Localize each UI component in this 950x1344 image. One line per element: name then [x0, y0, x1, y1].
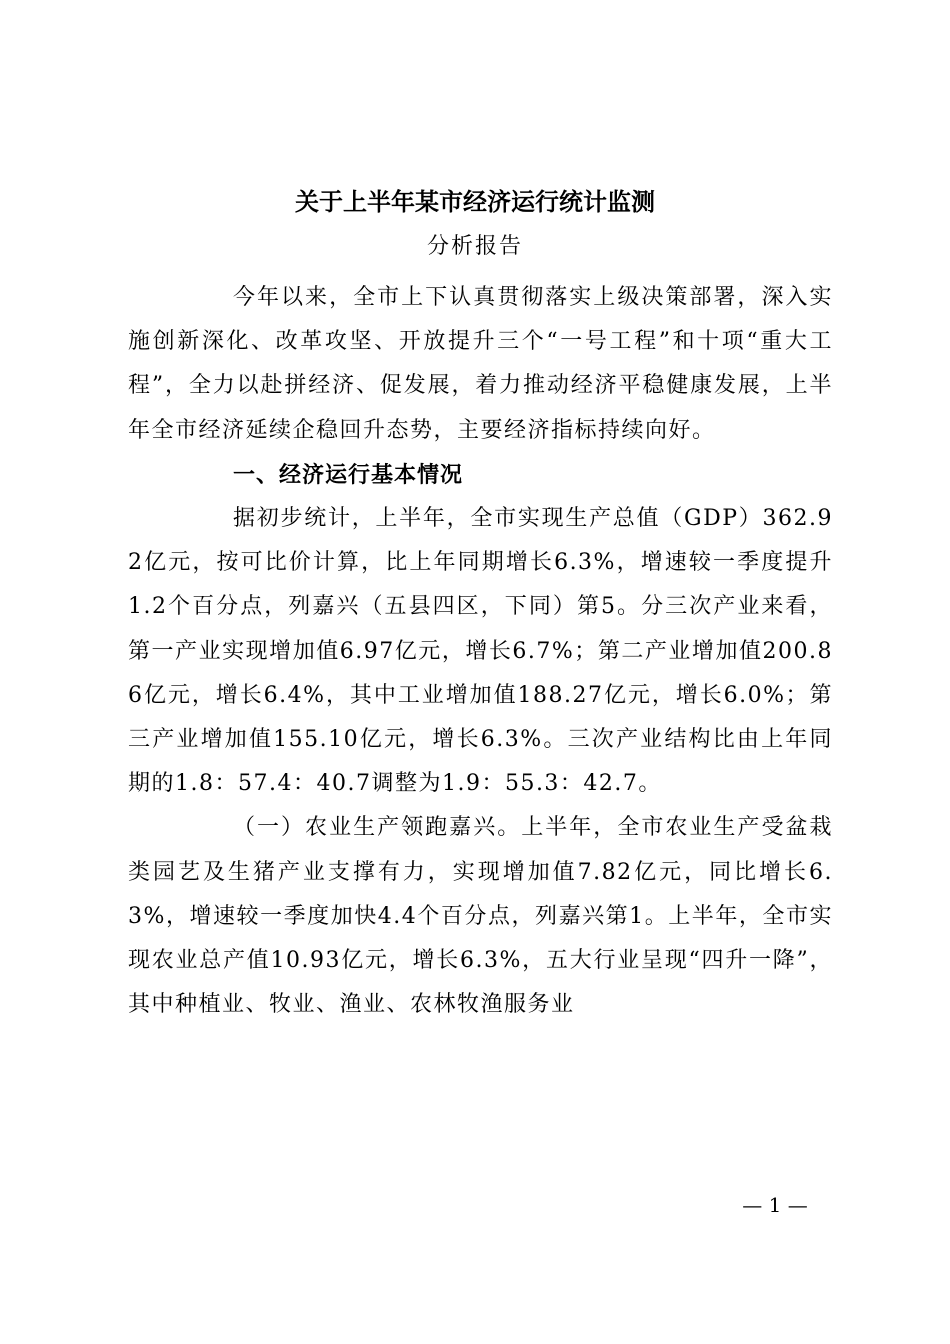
page-number: — 1 —: [742, 1193, 808, 1217]
document-title: 关于上半年某市经济运行统计监测: [295, 187, 655, 216]
document-body: [128, 276, 833, 1027]
subsection-body: 上半年，全市农业生产受盆栽类园艺及生猪产业支撑有力，实现增加值7.82亿元，同比增长6.3%，增速较一季度加快4.4个百分点，列嘉兴第1。上半年，全市实现农业总产值10.93亿元，增长6.3%，五大行业呈现“四升一降”，其中种植业、牧业、渔业、农林牧渔服务业: [128, 815, 833, 1018]
section-heading: 一、经济运行基本情况: [233, 461, 464, 488]
document-subtitle: 分析报告: [426, 234, 523, 259]
section-paragraph: 据初步统计，上半年，全市实现生产总值（GDP）362.92亿元，按可比价计算，比上年同期增长6.3%，增速较一季度提升1.2个百分点，列嘉兴（五县四区，下同）第5。分三次产业来看，第一产业实现增加值6.97亿元，增长6.7%；第二产业增加值200.86亿元，增长6.4%，其中工业增加值188.27亿元，增长6.0%；第三产业增加值155.10亿元，增长6.3%。三次产业结构比由上年同期的1.8：57.4：40.7调整为1.9：55.3：42.7。: [128, 506, 834, 797]
subsection-heading: （一）农业生产领跑嘉兴。: [233, 815, 522, 841]
intro-paragraph: 今年以来，全市上下认真贯彻落实上级决策部署，深入实施创新深化、改革攻坚、开放提升三个“一号工程”和十项“重大工程”，全力以赴拼经济、促发展，着力推动经济平稳健康发展，上半年全市经济延续企稳回升态势，主要经济指标持续向好。: [128, 285, 833, 443]
subsection-paragraph: [128, 806, 833, 1027]
